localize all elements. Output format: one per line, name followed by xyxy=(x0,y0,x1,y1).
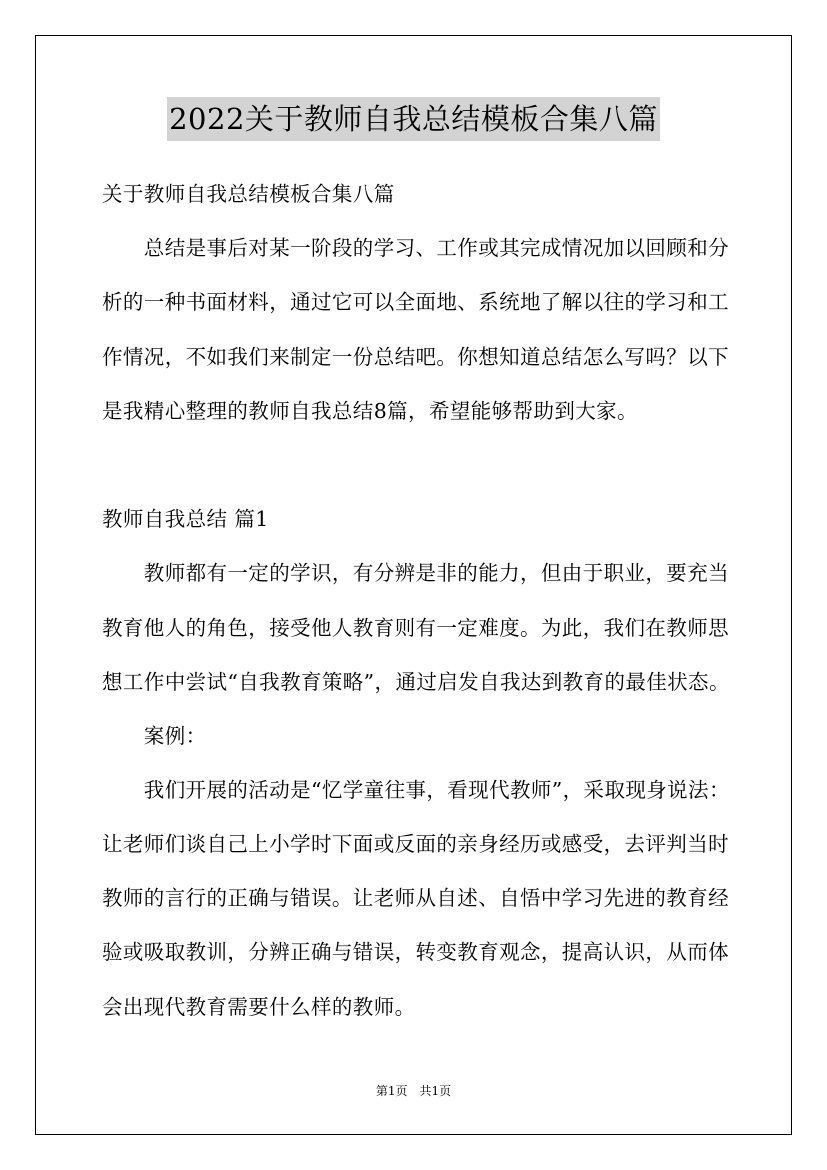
paragraph-line: 会出现代教育需要什么样的教师。 xyxy=(102,995,416,1019)
paragraph-line: 让老师们谈自己上小学时下面或反面的亲身经历或感受，去评判当时 xyxy=(102,832,729,856)
page-footer: 第1页 共1页 xyxy=(375,1084,452,1098)
case-label: 案例： xyxy=(102,724,207,748)
paragraph-line: 教师的言行的正确与错误。让老师从自述、自悟中学习先进的教育经 xyxy=(102,886,729,910)
section-heading: 教师自我总结 篇1 xyxy=(102,507,269,531)
paragraph-line: 我们开展的活动是“忆学童往事，看现代教师”，采取现身说法： xyxy=(102,778,730,802)
document-title: 2022关于教师自我总结模板合集八篇 xyxy=(167,97,660,141)
intro-line: 作情况，不如我们来制定一份总结吧。你想知道总结怎么写吗？以下 xyxy=(102,345,729,369)
intro-line: 是我精心整理的教师自我总结8篇，希望能够帮助到大家。 xyxy=(102,399,638,423)
title-container xyxy=(0,97,827,141)
intro-line: 析的一种书面材料，通过它可以全面地、系统地了解以往的学习和工 xyxy=(102,290,729,314)
intro-line: 总结是事后对某一阶段的学习、工作或其完成情况加以回顾和分 xyxy=(102,236,729,260)
paragraph-line: 验或吸取教训，分辨正确与错误，转变教育观念，提高认识，从而体 xyxy=(102,940,729,964)
paragraph-line: 想工作中尝试“自我教育策略”，通过启发自我达到教育的最佳状态。 xyxy=(102,670,730,694)
paragraph-line: 教师都有一定的学识，有分辨是非的能力，但由于职业，要充当 xyxy=(102,561,729,585)
document-subtitle: 关于教师自我总结模板合集八篇 xyxy=(102,182,395,206)
paragraph-line: 教育他人的角色，接受他人教育则有一定难度。为此，我们在教师思 xyxy=(102,616,729,640)
